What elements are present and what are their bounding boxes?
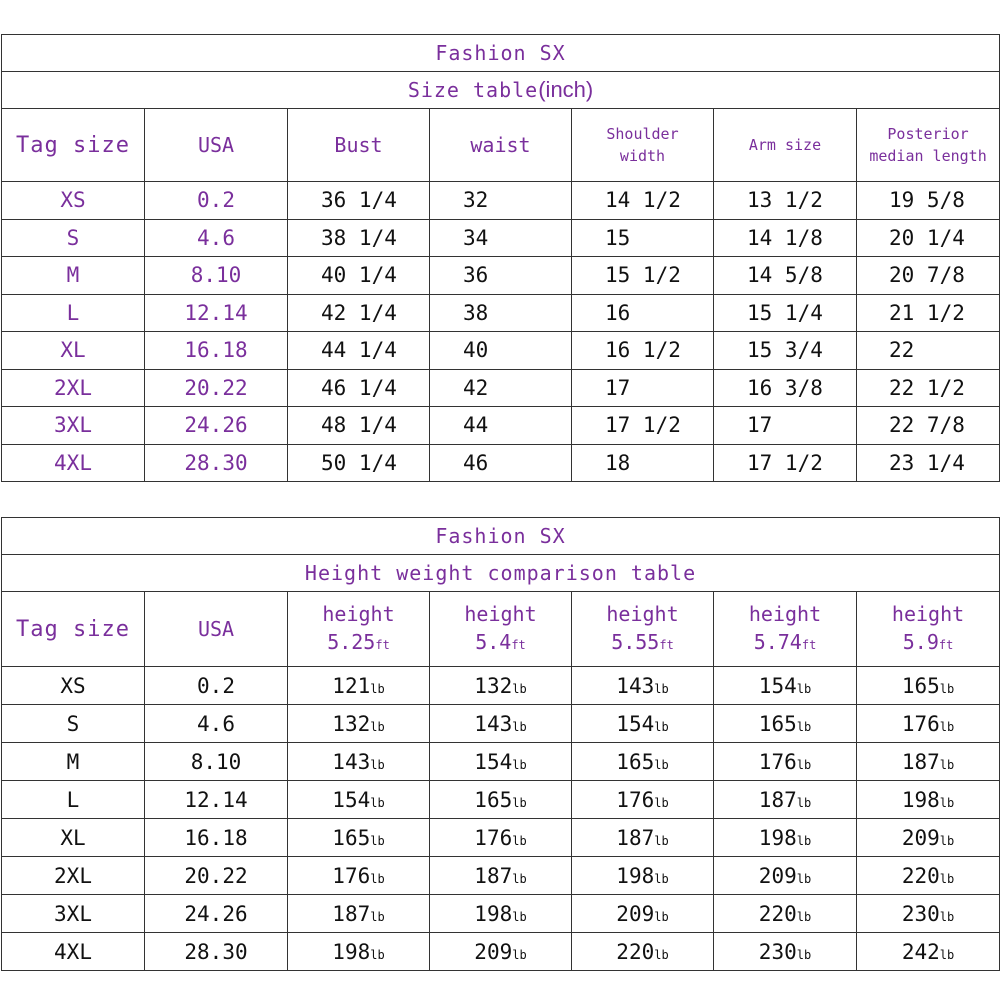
weight-cell bbox=[857, 933, 1000, 971]
weight-cell bbox=[430, 857, 572, 895]
weight-usa-size-cell: 0.2 bbox=[145, 667, 288, 705]
weight-cell bbox=[714, 857, 857, 895]
weight-cell bbox=[572, 857, 714, 895]
weight-tag-size-cell: XS bbox=[2, 667, 145, 705]
header-bust: Bust bbox=[288, 109, 430, 182]
height-unit: ft bbox=[801, 637, 817, 652]
weight-number: 176 bbox=[474, 825, 513, 850]
weight-tag-size-cell: L bbox=[2, 781, 145, 819]
weight-number: 176 bbox=[616, 787, 655, 812]
weight-unit: lb bbox=[796, 795, 812, 810]
weight-cell bbox=[572, 743, 714, 781]
posterior-length-cell: 22 bbox=[857, 332, 1000, 370]
weight-usa-size-cell: 20.22 bbox=[145, 857, 288, 895]
size-row bbox=[2, 444, 1000, 482]
height-label: height bbox=[748, 601, 822, 626]
usa-size-cell: 28.30 bbox=[145, 444, 288, 482]
size-row bbox=[2, 294, 1000, 332]
weight-unit: lb bbox=[939, 719, 955, 734]
weight-unit: lb bbox=[796, 909, 812, 924]
weight-unit: lb bbox=[370, 757, 385, 772]
weight-unit: lb bbox=[796, 871, 812, 886]
arm-size-cell: 15 3/4 bbox=[714, 332, 857, 370]
weight-cell bbox=[857, 667, 1000, 705]
weight-cell bbox=[430, 705, 572, 743]
waist-cell: 40 bbox=[430, 332, 572, 370]
weight-row bbox=[2, 819, 1000, 857]
header-usa: USA bbox=[145, 109, 288, 182]
arm-size-cell: 14 1/8 bbox=[714, 219, 857, 257]
weight-unit: lb bbox=[512, 681, 527, 696]
header-tag-size: Tag size bbox=[2, 109, 145, 182]
weight-cell bbox=[288, 781, 430, 819]
size-table-brand: Fashion SX bbox=[2, 35, 1000, 72]
weight-number: 132 bbox=[332, 711, 371, 736]
height-value bbox=[430, 628, 571, 659]
weight-unit: lb bbox=[370, 909, 385, 924]
posterior-length-cell: 22 7/8 bbox=[857, 407, 1000, 445]
size-row bbox=[2, 257, 1000, 295]
size-row bbox=[2, 369, 1000, 407]
arm-size-cell: 17 1/2 bbox=[714, 444, 857, 482]
weight-number: 154 bbox=[332, 787, 371, 812]
shoulder-width-cell: 17 1/2 bbox=[572, 407, 714, 445]
weight-number: 143 bbox=[474, 711, 513, 736]
usa-size-cell: 8.10 bbox=[145, 257, 288, 295]
weight-unit: lb bbox=[512, 947, 527, 962]
arm-size-cell: 17 bbox=[714, 407, 857, 445]
weight-number: 154 bbox=[758, 673, 797, 698]
waist-cell: 42 bbox=[430, 369, 572, 407]
weight-number: 198 bbox=[758, 825, 797, 850]
weight-cell bbox=[288, 743, 430, 781]
bust-cell: 44 1/4 bbox=[288, 332, 430, 370]
size-row bbox=[2, 219, 1000, 257]
shoulder-width-cell: 16 bbox=[572, 294, 714, 332]
weight-row bbox=[2, 781, 1000, 819]
arm-size-cell: 14 5/8 bbox=[714, 257, 857, 295]
weight-cell bbox=[714, 781, 857, 819]
bust-cell: 42 1/4 bbox=[288, 294, 430, 332]
height-value bbox=[714, 628, 856, 659]
weight-number: 198 bbox=[332, 939, 371, 964]
weight-cell bbox=[430, 781, 572, 819]
weight-number: 165 bbox=[474, 787, 513, 812]
size-table-unit: (inch) bbox=[538, 77, 594, 102]
weight-number: 176 bbox=[332, 863, 371, 888]
height-number: 5.9 bbox=[902, 629, 939, 654]
weight-row bbox=[2, 933, 1000, 971]
weight-table-title: Height weight comparison table bbox=[2, 555, 1000, 592]
usa-size-cell: 4.6 bbox=[145, 219, 288, 257]
height-header-2 bbox=[572, 592, 714, 667]
bust-cell: 46 1/4 bbox=[288, 369, 430, 407]
weight-unit: lb bbox=[370, 833, 385, 848]
weight-number: 220 bbox=[758, 901, 797, 926]
weight-tag-size-cell: XL bbox=[2, 819, 145, 857]
weight-unit: lb bbox=[370, 719, 385, 734]
header-posterior-length bbox=[857, 109, 1000, 182]
weight-unit: lb bbox=[939, 909, 955, 924]
weight-tag-size-cell: M bbox=[2, 743, 145, 781]
weight-number: 230 bbox=[758, 939, 797, 964]
waist-cell: 38 bbox=[430, 294, 572, 332]
weight-number: 176 bbox=[901, 711, 940, 736]
weight-tag-size-cell: 4XL bbox=[2, 933, 145, 971]
weight-header-usa: USA bbox=[145, 592, 288, 667]
bust-cell: 48 1/4 bbox=[288, 407, 430, 445]
height-label: height bbox=[606, 601, 679, 626]
posterior-length-cell: 23 1/4 bbox=[857, 444, 1000, 482]
size-table bbox=[1, 34, 1000, 482]
weight-unit: lb bbox=[796, 947, 812, 962]
header-posterior-line1: Posterior bbox=[887, 125, 969, 143]
weight-unit: lb bbox=[654, 681, 669, 696]
arm-size-cell: 15 1/4 bbox=[714, 294, 857, 332]
weight-cell bbox=[572, 781, 714, 819]
weight-usa-size-cell: 16.18 bbox=[145, 819, 288, 857]
weight-cell bbox=[288, 819, 430, 857]
header-posterior-line2: median length bbox=[869, 147, 987, 165]
weight-cell bbox=[288, 857, 430, 895]
usa-size-cell: 12.14 bbox=[145, 294, 288, 332]
weight-tag-size-cell: S bbox=[2, 705, 145, 743]
height-label: height bbox=[891, 601, 965, 626]
weight-cell bbox=[572, 819, 714, 857]
weight-usa-size-cell: 12.14 bbox=[145, 781, 288, 819]
weight-cell bbox=[430, 895, 572, 933]
waist-cell: 34 bbox=[430, 219, 572, 257]
weight-number: 242 bbox=[901, 939, 940, 964]
arm-size-cell: 13 1/2 bbox=[714, 182, 857, 220]
weight-number: 187 bbox=[758, 787, 797, 812]
weight-cell bbox=[572, 895, 714, 933]
weight-cell bbox=[430, 667, 572, 705]
tag-size-cell: M bbox=[2, 257, 145, 295]
height-unit: ft bbox=[511, 637, 526, 652]
weight-number: 220 bbox=[616, 939, 655, 964]
weight-tag-size-cell: 2XL bbox=[2, 857, 145, 895]
weight-unit: lb bbox=[370, 947, 385, 962]
weight-number: 187 bbox=[901, 749, 940, 774]
weight-number: 165 bbox=[758, 711, 797, 736]
height-label: height bbox=[464, 601, 537, 626]
shoulder-width-cell: 18 bbox=[572, 444, 714, 482]
waist-cell: 36 bbox=[430, 257, 572, 295]
height-header-0 bbox=[288, 592, 430, 667]
weight-unit: lb bbox=[796, 681, 812, 696]
weight-unit: lb bbox=[654, 947, 669, 962]
usa-size-cell: 20.22 bbox=[145, 369, 288, 407]
shoulder-width-cell: 14 1/2 bbox=[572, 182, 714, 220]
weight-number: 154 bbox=[474, 749, 513, 774]
size-table-title bbox=[2, 72, 1000, 109]
size-table-title-text: Size table bbox=[407, 78, 539, 102]
weight-unit: lb bbox=[939, 795, 955, 810]
shoulder-width-cell: 15 1/2 bbox=[572, 257, 714, 295]
weight-cell bbox=[288, 895, 430, 933]
weight-row bbox=[2, 667, 1000, 705]
weight-number: 209 bbox=[901, 825, 940, 850]
weight-usa-size-cell: 28.30 bbox=[145, 933, 288, 971]
header-shoulder-width bbox=[572, 109, 714, 182]
weight-number: 220 bbox=[901, 863, 940, 888]
height-number: 5.74 bbox=[753, 629, 802, 654]
weight-unit: lb bbox=[512, 795, 527, 810]
tag-size-cell: XL bbox=[2, 332, 145, 370]
weight-number: 176 bbox=[758, 749, 797, 774]
height-number: 5.4 bbox=[475, 629, 512, 654]
weight-cell bbox=[714, 743, 857, 781]
header-arm-size: Arm size bbox=[714, 109, 857, 182]
weight-cell bbox=[288, 705, 430, 743]
tag-size-cell: XS bbox=[2, 182, 145, 220]
weight-number: 143 bbox=[332, 749, 371, 774]
weight-cell bbox=[857, 857, 1000, 895]
height-value bbox=[857, 628, 999, 659]
waist-cell: 46 bbox=[430, 444, 572, 482]
weight-unit: lb bbox=[654, 871, 669, 886]
height-number: 5.55 bbox=[611, 629, 660, 654]
weight-number: 187 bbox=[616, 825, 655, 850]
weight-usa-size-cell: 24.26 bbox=[145, 895, 288, 933]
bust-cell: 36 1/4 bbox=[288, 182, 430, 220]
tag-size-cell: 4XL bbox=[2, 444, 145, 482]
weight-number: 209 bbox=[474, 939, 513, 964]
weight-unit: lb bbox=[512, 757, 527, 772]
weight-number: 187 bbox=[332, 901, 371, 926]
weight-cell bbox=[288, 667, 430, 705]
waist-cell: 32 bbox=[430, 182, 572, 220]
weight-cell bbox=[714, 667, 857, 705]
weight-unit: lb bbox=[796, 757, 812, 772]
height-weight-table bbox=[1, 517, 1000, 971]
waist-cell: 44 bbox=[430, 407, 572, 445]
height-value bbox=[288, 628, 429, 659]
weight-cell bbox=[430, 819, 572, 857]
weight-unit: lb bbox=[654, 757, 669, 772]
bust-cell: 50 1/4 bbox=[288, 444, 430, 482]
weight-cell bbox=[857, 705, 1000, 743]
size-row bbox=[2, 332, 1000, 370]
weight-row bbox=[2, 705, 1000, 743]
weight-unit: lb bbox=[939, 871, 955, 886]
size-row bbox=[2, 182, 1000, 220]
shoulder-width-cell: 17 bbox=[572, 369, 714, 407]
shoulder-width-cell: 16 1/2 bbox=[572, 332, 714, 370]
weight-cell bbox=[857, 781, 1000, 819]
height-header-3 bbox=[714, 592, 857, 667]
bust-cell: 40 1/4 bbox=[288, 257, 430, 295]
weight-unit: lb bbox=[370, 681, 385, 696]
weight-number: 132 bbox=[474, 673, 513, 698]
weight-row bbox=[2, 743, 1000, 781]
weight-number: 230 bbox=[901, 901, 940, 926]
weight-tag-size-cell: 3XL bbox=[2, 895, 145, 933]
header-shoulder-line2: width bbox=[619, 147, 666, 165]
posterior-length-cell: 21 1/2 bbox=[857, 294, 1000, 332]
weight-row bbox=[2, 857, 1000, 895]
weight-unit: lb bbox=[370, 871, 385, 886]
weight-unit: lb bbox=[512, 871, 527, 886]
weight-number: 198 bbox=[616, 863, 655, 888]
weight-number: 165 bbox=[901, 673, 940, 698]
usa-size-cell: 0.2 bbox=[145, 182, 288, 220]
weight-number: 165 bbox=[332, 825, 371, 850]
weight-cell bbox=[430, 933, 572, 971]
weight-cell bbox=[714, 895, 857, 933]
weight-unit: lb bbox=[939, 681, 955, 696]
weight-cell bbox=[714, 933, 857, 971]
height-number: 5.25 bbox=[327, 629, 376, 654]
weight-usa-size-cell: 8.10 bbox=[145, 743, 288, 781]
weight-cell bbox=[572, 667, 714, 705]
weight-unit: lb bbox=[939, 757, 955, 772]
weight-unit: lb bbox=[796, 833, 812, 848]
weight-number: 165 bbox=[616, 749, 655, 774]
weight-unit: lb bbox=[512, 909, 527, 924]
bust-cell: 38 1/4 bbox=[288, 219, 430, 257]
weight-cell bbox=[857, 895, 1000, 933]
weight-number: 209 bbox=[616, 901, 655, 926]
posterior-length-cell: 19 5/8 bbox=[857, 182, 1000, 220]
tag-size-cell: 2XL bbox=[2, 369, 145, 407]
weight-usa-size-cell: 4.6 bbox=[145, 705, 288, 743]
weight-cell bbox=[857, 819, 1000, 857]
tag-size-cell: S bbox=[2, 219, 145, 257]
weight-cell bbox=[572, 705, 714, 743]
weight-cell bbox=[288, 933, 430, 971]
weight-unit: lb bbox=[370, 795, 385, 810]
tag-size-cell: L bbox=[2, 294, 145, 332]
weight-number: 143 bbox=[616, 673, 655, 698]
height-unit: ft bbox=[375, 637, 390, 652]
height-label: height bbox=[322, 601, 395, 626]
weight-unit: lb bbox=[939, 833, 955, 848]
weight-number: 121 bbox=[332, 673, 371, 698]
weight-cell bbox=[714, 819, 857, 857]
weight-number: 198 bbox=[474, 901, 513, 926]
weight-table-brand: Fashion SX bbox=[2, 518, 1000, 555]
size-row bbox=[2, 407, 1000, 445]
weight-unit: lb bbox=[796, 719, 812, 734]
weight-cell bbox=[714, 705, 857, 743]
posterior-length-cell: 22 1/2 bbox=[857, 369, 1000, 407]
usa-size-cell: 24.26 bbox=[145, 407, 288, 445]
posterior-length-cell: 20 1/4 bbox=[857, 219, 1000, 257]
weight-number: 209 bbox=[758, 863, 797, 888]
weight-number: 154 bbox=[616, 711, 655, 736]
shoulder-width-cell: 15 bbox=[572, 219, 714, 257]
height-header-1 bbox=[430, 592, 572, 667]
posterior-length-cell: 20 7/8 bbox=[857, 257, 1000, 295]
header-waist: waist bbox=[430, 109, 572, 182]
usa-size-cell: 16.18 bbox=[145, 332, 288, 370]
height-unit: ft bbox=[659, 637, 674, 652]
weight-unit: lb bbox=[939, 947, 955, 962]
height-header-4 bbox=[857, 592, 1000, 667]
weight-unit: lb bbox=[654, 909, 669, 924]
height-unit: ft bbox=[938, 637, 954, 652]
weight-unit: lb bbox=[512, 833, 527, 848]
weight-cell bbox=[572, 933, 714, 971]
weight-header-tag-size: Tag size bbox=[2, 592, 145, 667]
weight-row bbox=[2, 895, 1000, 933]
arm-size-cell: 16 3/8 bbox=[714, 369, 857, 407]
weight-unit: lb bbox=[654, 719, 669, 734]
weight-cell bbox=[430, 743, 572, 781]
weight-number: 198 bbox=[901, 787, 940, 812]
weight-number: 187 bbox=[474, 863, 513, 888]
weight-unit: lb bbox=[512, 719, 527, 734]
weight-cell bbox=[857, 743, 1000, 781]
tag-size-cell: 3XL bbox=[2, 407, 145, 445]
weight-unit: lb bbox=[654, 833, 669, 848]
header-shoulder-line1: Shoulder bbox=[606, 125, 679, 143]
height-value bbox=[572, 628, 713, 659]
weight-unit: lb bbox=[654, 795, 669, 810]
